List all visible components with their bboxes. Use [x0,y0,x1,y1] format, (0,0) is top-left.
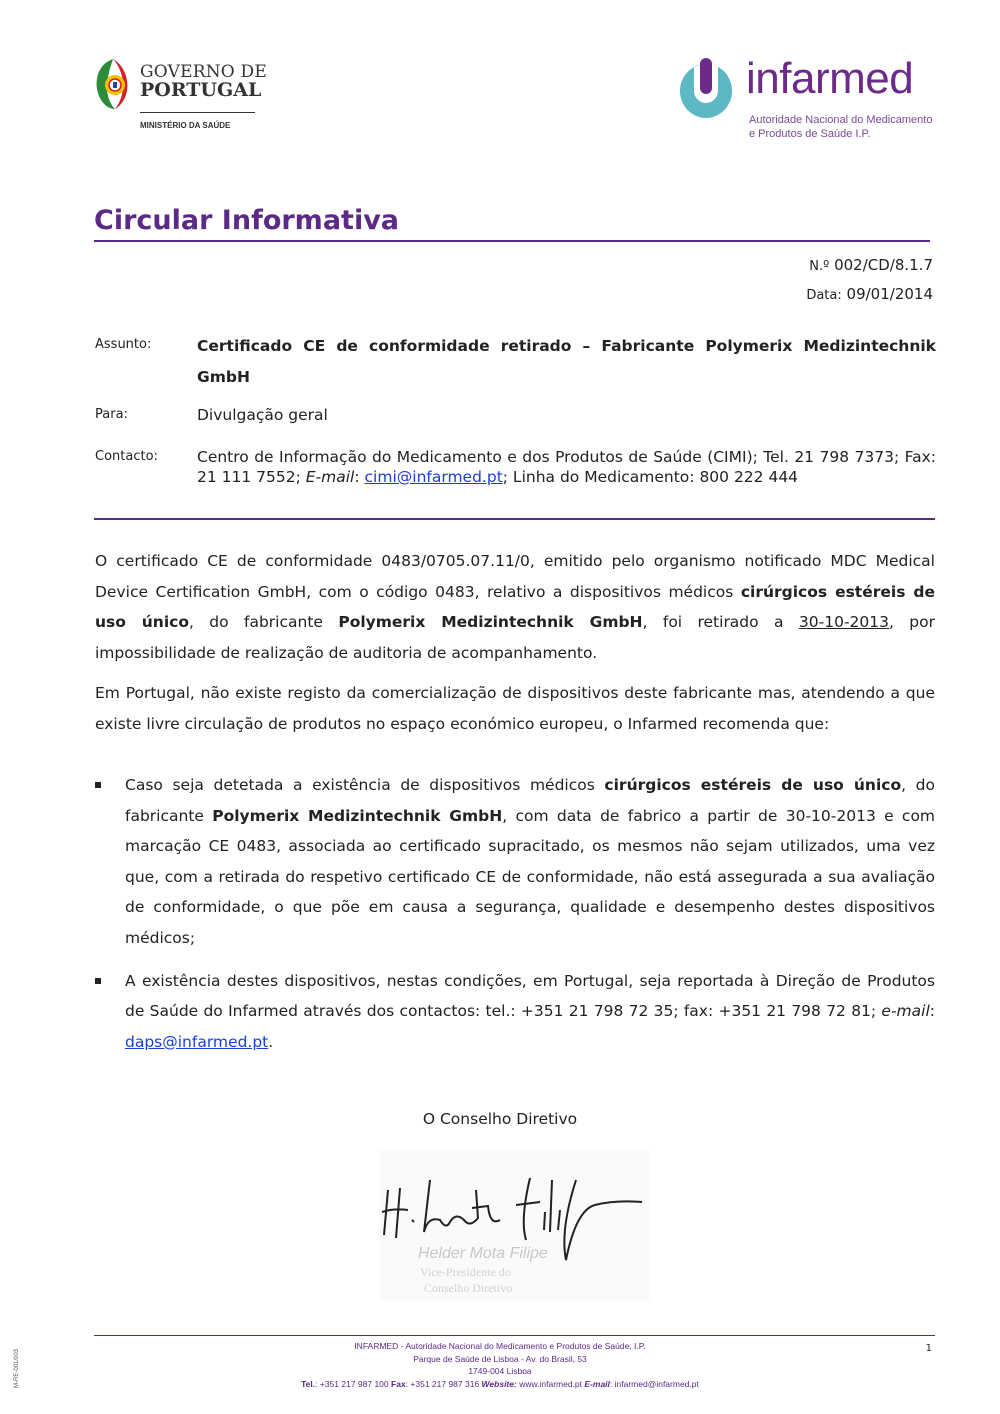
contact-email-label: E-mail [305,468,355,486]
daps-email-link[interactable]: daps@infarmed.pt [125,1032,269,1051]
footer-email-label: E-mail [584,1378,610,1389]
bullet-square-icon [95,782,101,788]
footer-org: INFARMED - Autoridade Nacional do Medicamento e Produtos de Saúde, I.P. [354,1341,646,1351]
list-item [95,966,935,1058]
p1-text-a: O certificado CE de conformidade 0483/0705.07.11/0, emitido pelo organismo notificado MDC Medical Device Certification GmbH, com o código 0483, relativo a dispositivos médicos [95,552,935,601]
recommendations-list [95,770,935,1057]
governo-portugal-logo [93,55,268,140]
recipient-label: Para: [95,407,128,422]
b1-text-e: , com data de fabrico a partir de 30-10-2013 e com marcação CE 0483, associada ao certificado supracitado, os mesmos não sejam utilizados, uma vez que, com a retirada do respetivo certificado CE de conformidade, não está assegurada a sua avaliação de conformidade, o que põe em causa a segurança, qualidade e desempenho destes dispositivos médicos; [125,806,936,947]
reference-label: N.º [809,259,830,274]
subject-value: Certificado CE de conformidade retirado – Fabricante Polymerix Medizintechnik GmbH [197,337,936,386]
footer-divider [94,1335,935,1336]
footer-web-label: Website: [481,1378,517,1389]
list-item [95,770,935,954]
gov-line-2: PORTUGAL [140,79,262,101]
reference-number [809,256,933,274]
reference-value: 002/CD/8.1.7 [834,256,933,274]
b1-device-type: cirúrgicos estéreis de uso único [604,776,902,794]
p1-text-f: , por impossibilidade de realização de auditoria de acompanhamento. [95,613,936,662]
footer-tel: : +351 217 987 100 [315,1378,392,1389]
footer-tel-label: Tel. [301,1378,316,1389]
footer [0,1340,1000,1390]
gov-divider [140,112,255,113]
date-label: Data: [806,288,842,303]
meta-divider [94,518,935,520]
p1-manufacturer: Polymerix Medizintechnik GmbH [338,613,643,632]
footer-email[interactable]: : infarmed@infarmed.pt [609,1378,699,1389]
ministry-name: MINISTÉRIO DA SAÚDE [140,121,231,130]
b1-text-a: Caso seja detetada a existência de dispositivos médicos [125,776,605,794]
infarmed-logo [676,54,936,148]
b2-colon: : [929,1002,935,1021]
b1-text-c: , do fabricante [125,776,935,825]
infarmed-subtitle: Autoridade Nacional do Medicamento e Produtos de Saúde I.P. [749,114,933,140]
paragraph-2: Em Portugal, não existe registo da comercialização de dispositivos deste fabricante mas, atendendo a que existe livre circulação de produtos no espaço económico europeu, o Infarmed recomenda que: [95,684,935,733]
document-date [806,285,933,303]
signature-name: Helder Mota Filipe [418,1245,548,1262]
contact-label: Contacto: [95,449,158,464]
contact-colon: : [354,468,365,486]
footer-fax: : +351 217 987 316 [405,1378,482,1389]
b2-email-label: e-mail [881,1002,930,1021]
paragraph-1 [95,546,935,668]
document-title: Circular Informativa [94,205,400,236]
board-signoff: O Conselho Diretivo [422,1110,578,1128]
signature-role-1: Vice-Presidente do [420,1265,511,1279]
footer-website[interactable]: www.infarmed.pt [516,1378,585,1389]
contact-value [197,447,936,487]
date-value: 09/01/2014 [846,285,933,303]
b1-manufacturer: Polymerix Medizintechnik GmbH [212,806,503,825]
b2-text-a: A existência destes dispositivos, nestas condições, em Portugal, seja reportada à Direção de Produtos de Saúde do Infarmed através dos contactos: tel.: +351 21 798 72 35; fax: +351 21 798 72 81; [125,971,935,1021]
footer-address: Parque de Saúde de Lisboa - Av. do Brasil, 53 [413,1353,587,1364]
portugal-emblem-icon [93,57,133,111]
contact-text: Centro de Informação do Medicamento e dos Produtos de Saúde (CIMI); Tel. 21 798 7373; Fax: 21 111 7552; [197,448,936,486]
handwritten-signature [380,1150,650,1300]
b2-end: . [268,1032,274,1051]
contact-phone-line: ; Linha do Medicamento: 800 222 444 [502,468,799,486]
form-reference: M-RE-001/003 [14,1348,20,1388]
signature-role-2: Conselho Diretivo [424,1281,513,1295]
footer-postcode: 1749-004 Lisboa [468,1366,532,1376]
gov-line-1: GOVERNO DE [140,62,267,82]
bullet-square-icon [95,978,101,984]
infarmed-drop-icon [676,58,736,120]
infarmed-wordmark: infarmed [746,54,914,103]
title-divider [94,240,930,242]
p1-withdrawal-date: 30-10-2013 [798,613,889,632]
recipient-value: Divulgação geral [197,406,328,424]
footer-contacts [0,1378,1000,1391]
contact-email-link[interactable]: cimi@infarmed.pt [364,468,503,486]
p1-text-c: , do fabricante [188,613,339,632]
footer-fax-label: Fax [391,1378,406,1389]
p1-device-type: cirúrgicos estéreis de uso único [95,582,935,632]
subject-label: Assunto: [95,337,152,352]
page-number: 1 [925,1343,932,1354]
p1-text-e: , foi retirado a [642,613,799,632]
